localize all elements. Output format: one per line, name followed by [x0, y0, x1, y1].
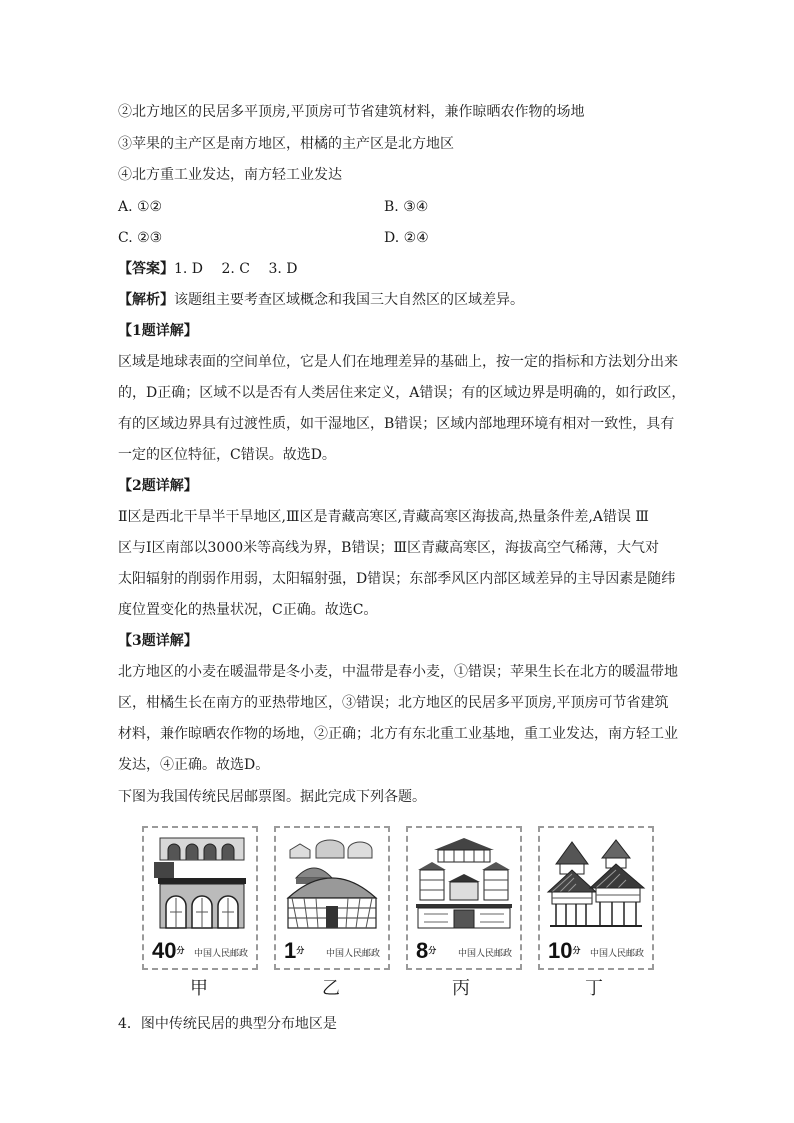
- q3-line-1: 北方地区的小麦在暖温带是冬小麦，中温带是春小麦，①错误；苹果生长在北方的暖温带地: [118, 664, 678, 680]
- option-a[interactable]: A. ①②: [118, 199, 163, 215]
- stamp-issuer: 中国人民邮政: [457, 948, 512, 958]
- q3-line-2: 区，柑橘生长在南方的亚热带地区，③错误；北方地区的民居多平顶房,平顶房可节省建筑: [118, 695, 669, 711]
- answer-label: 【答案】: [118, 261, 174, 277]
- q3-line-3: 材料，兼作晾晒农作物的场地，②正确；北方有东北重工业基地，重工业发达，南方轻工业: [118, 726, 678, 742]
- answer-line: [118, 259, 678, 279]
- stamp-ding: [538, 826, 654, 970]
- analysis-line: [118, 290, 678, 310]
- answer-value: 1. D 2. C 3. D: [174, 261, 298, 277]
- q1-line-1: 区域是地球表面的空间单位，它是人们在地理差异的基础上，按一定的指标和方法划分出来: [118, 354, 678, 370]
- question-4: 4．图中传统民居的典型分布地区是: [118, 1016, 337, 1032]
- caption-yi: 乙: [322, 978, 340, 999]
- yurt-illustration: [282, 834, 382, 930]
- q1-line-3: 有的区域边界具有过渡性质，如干湿地区，B错误；区域内部地理环境有相对一致性，具有: [118, 416, 675, 432]
- stamp-bing: [406, 826, 522, 970]
- stamp-yi: [274, 826, 390, 970]
- q1-line-2: 的，D正确；区域不以是否有人类居住来定义，A错误；有的区域边界是明确的，如行政区，: [118, 385, 686, 401]
- stamp-jia: [142, 826, 258, 970]
- q1-line-4: 一定的区位特征，C错误。故选D。: [118, 447, 336, 463]
- stamp-denomination: $40^分$: [152, 938, 185, 963]
- caption-jia: 甲: [190, 978, 208, 999]
- option-c[interactable]: C. ②③: [118, 230, 163, 246]
- caption-ding: 丁: [585, 978, 603, 999]
- option-d[interactable]: D. ②④: [384, 230, 429, 246]
- statement-3: ③苹果的主产区是南方地区，柑橘的主产区是北方地区: [118, 136, 454, 152]
- q2-line-1: Ⅱ区是西北干旱半干旱地区,Ⅲ区是青藏高寒区,青藏高寒区海拔高,热量条件差,A错误 Ⅲ: [118, 509, 649, 525]
- option-b[interactable]: B. ③④: [384, 199, 429, 215]
- stamp-figure: [142, 826, 654, 974]
- caption-bing: 丙: [452, 978, 470, 999]
- statement-2: ②北方地区的民居多平顶房,平顶房可节省建筑材料，兼作晾晒农作物的场地: [118, 104, 585, 120]
- q3-heading: 【3题详解】: [118, 633, 198, 649]
- q1-heading: 【1题详解】: [118, 323, 198, 339]
- analysis-label: 【解析】: [118, 292, 174, 308]
- analysis-text: 该题组主要考查区域概念和我国三大自然区的区域差异。: [174, 292, 524, 308]
- q3-line-4: 发达，④正确。故选D。: [118, 757, 270, 773]
- q2-line-2: 区与Ⅰ区南部以3000米等高线为界，B错误；Ⅲ区青藏高寒区，海拔高空气稀薄，大气对: [118, 540, 659, 556]
- stamp-denomination: $8^分$: [416, 938, 437, 963]
- courtyard-house-illustration: [414, 834, 514, 930]
- stamp-issuer: 中国人民邮政: [193, 948, 248, 958]
- stamp-issuer: 中国人民邮政: [589, 948, 644, 958]
- stamp-intro: 下图为我国传统民居邮票图。据此完成下列各题。: [118, 789, 426, 805]
- q2-line-3: 太阳辐射的削弱作用弱，太阳辐射强，D错误；东部季风区内部区域差异的主导因素是随纬: [118, 571, 676, 587]
- q2-heading: 【2题详解】: [118, 478, 198, 494]
- stamp-denomination: $1^分$: [284, 938, 305, 963]
- statement-4: ④北方重工业发达，南方轻工业发达: [118, 167, 342, 183]
- stamp-issuer: 中国人民邮政: [325, 948, 380, 958]
- stilt-house-illustration: [546, 834, 646, 930]
- q2-line-4: 度位置变化的热量状况，C正确。故选C。: [118, 602, 378, 618]
- stamp-denomination: $10^分$: [548, 938, 581, 963]
- cave-dwelling-illustration: [150, 834, 250, 930]
